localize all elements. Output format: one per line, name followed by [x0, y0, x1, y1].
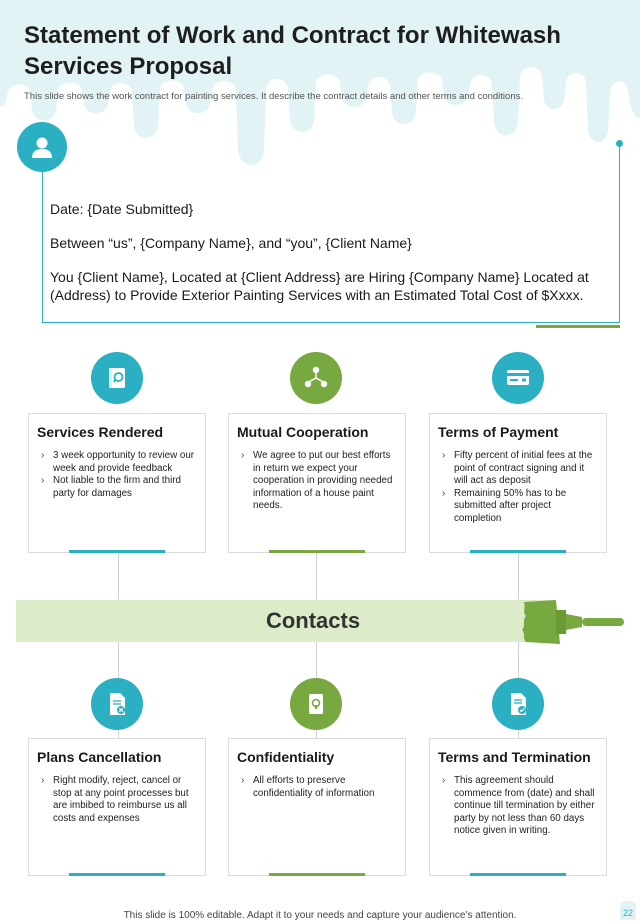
card-accent	[269, 873, 365, 876]
card-services-rendered	[28, 413, 206, 553]
people-network-icon	[290, 352, 342, 404]
contract-body: You {Client Name}, Located at {Client Address} are Hiring {Company Name} Located at (Address) to Provide Exterior Painting Services with an Estimated Total Cost of $Xxxx.	[50, 269, 589, 303]
card-bullet: › We agree to put our best efforts in return we expect your cooperation in providing needed information of a house paint needs.	[237, 450, 397, 513]
card-title: Mutual Cooperation	[237, 424, 369, 440]
contract-frame-dot	[616, 140, 623, 147]
card-bullet: › Right modify, reject, cancel or stop at any point processes but are imbibed to reimburse us all costs and expenses	[37, 775, 197, 825]
card-accent	[69, 550, 165, 553]
contacts-label: Contacts	[265, 608, 361, 633]
card-accent	[69, 873, 165, 876]
card-bullet: › This agreement should commence from (date) and shall continue till termination by either party by not less than 60 days notice given in writing.	[438, 775, 598, 838]
card-plans-cancellation	[28, 738, 206, 876]
contract-date: Date: {Date Submitted}	[50, 201, 194, 217]
document-check-icon	[492, 678, 544, 730]
card-accent	[269, 550, 365, 553]
page-number-badge	[618, 900, 638, 922]
card-accent	[470, 550, 566, 553]
page-number: 22	[622, 908, 634, 918]
card-bullet: › Fifty percent of initial fees at the point of contract signing and it will act as deposit	[438, 450, 598, 488]
card-accent	[470, 873, 566, 876]
user-icon	[17, 122, 67, 172]
lock-document-icon	[290, 678, 342, 730]
contract-frame-accent	[536, 325, 620, 328]
card-title: Services Rendered	[37, 424, 164, 440]
card-title: Plans Cancellation	[37, 749, 162, 765]
book-search-icon	[91, 352, 143, 404]
card-terms-and-termination	[429, 738, 607, 876]
page-title: Statement of Work and Contract for Whitewash Services Proposal	[24, 22, 561, 80]
card-bullet: › 3 week opportunity to review our week and provide feedback	[37, 450, 197, 475]
page-subtitle: This slide shows the work contract for painting services. It describe the contract details and other terms and conditions.	[24, 91, 523, 102]
card-confidentiality	[228, 738, 406, 876]
card-terms-of-payment	[429, 413, 607, 553]
card-bullet: › All efforts to preserve confidentiality of information	[237, 775, 397, 800]
card-mutual-cooperation	[228, 413, 406, 553]
footer-text: This slide is 100% editable. Adapt it to your needs and capture your audience’s attention.	[123, 910, 517, 921]
card-title: Confidentiality	[237, 749, 335, 765]
card-bullet: › Not liable to the firm and third party for damages	[37, 475, 197, 500]
contract-parties: Between “us”, {Company Name}, and “you”, {Client Name}	[50, 235, 412, 251]
contract-text	[50, 200, 610, 320]
card-bullet: › Remaining 50% has to be submitted after project completion	[438, 488, 598, 526]
document-cancel-icon	[91, 678, 143, 730]
card-title: Terms of Payment	[438, 424, 559, 440]
payment-card-icon	[492, 352, 544, 404]
card-title: Terms and Termination	[438, 749, 591, 765]
